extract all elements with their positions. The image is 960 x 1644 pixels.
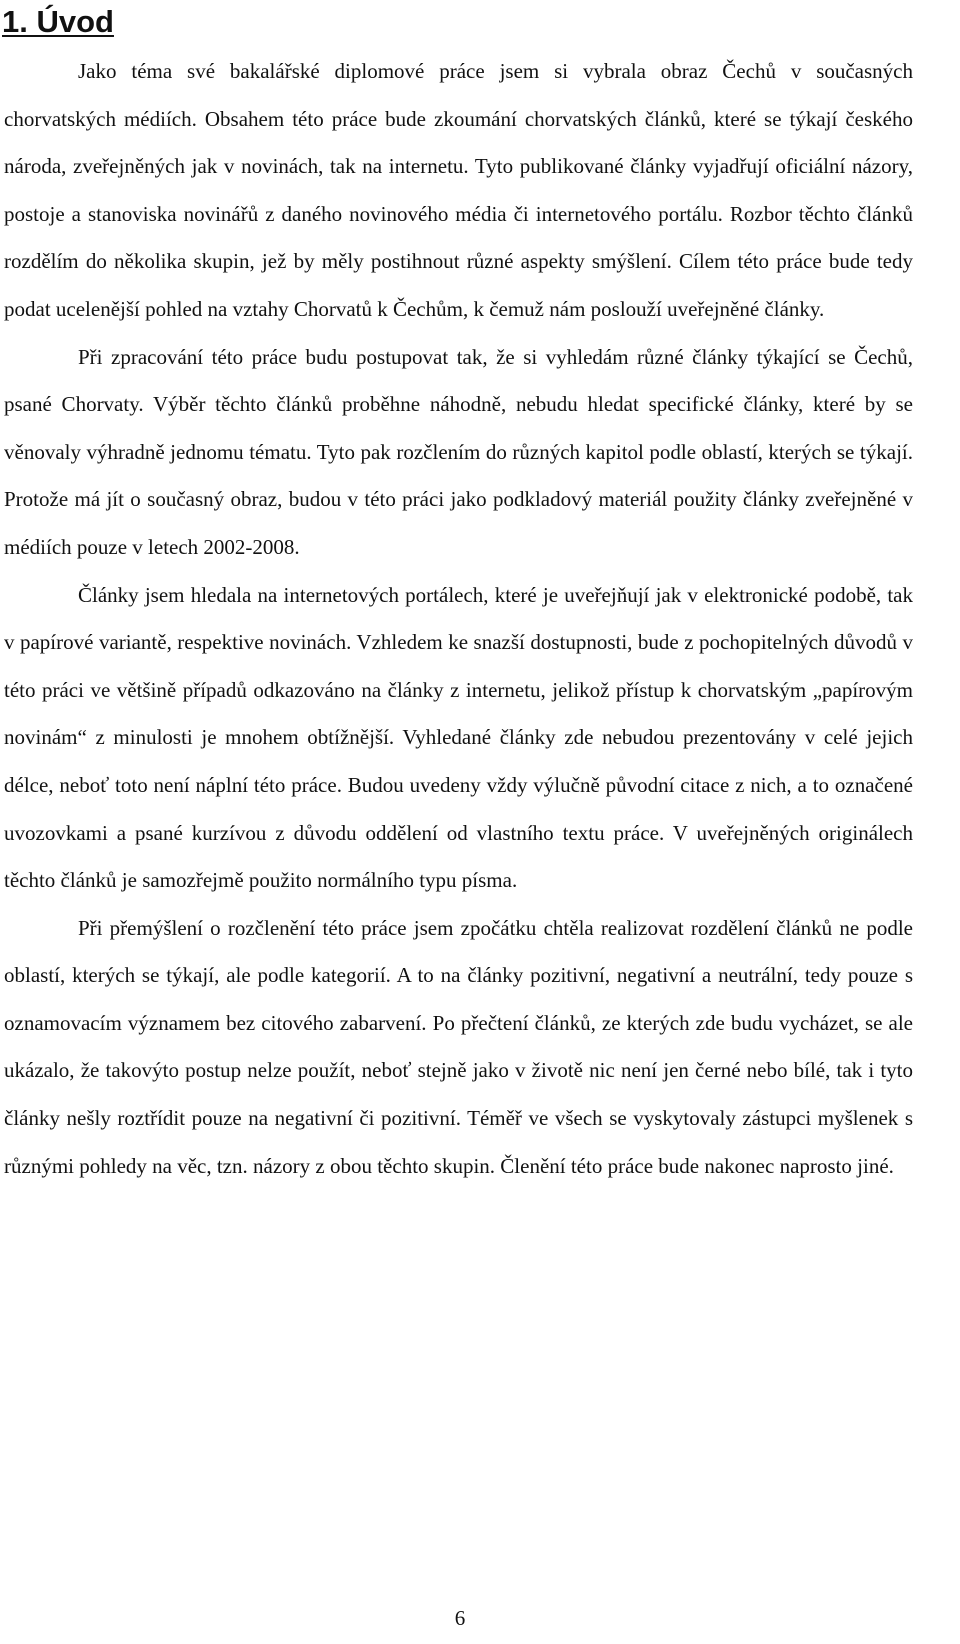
paragraph-1: Jako téma své bakalářské diplomové práce jsem si vybrala obraz Čechů v současných chorvatských médiích. Obsahem této práce bude zkoumání chorvatských článků, které se týkají českého národa, zveřejněných jak v novinách, tak na internetu. Tyto publikované články vyjadřují oficiální názory, postoje a stanoviska novinářů z daného novinového média či internetového portálu. Rozbor těchto článků rozdělím do několika skupin, jež by měly postihnout různé aspekty smýšlení. Cílem této práce bude tedy podat ucelenější pohled na vztahy Chorvatů k Čechům, k čemuž nám poslouží uveřejněné články. [4,59,913,321]
section-heading: 1. Úvod [2,4,114,39]
page-number: 6 [454,1606,466,1630]
paragraph-3: Články jsem hledala na internetových portálech, které je uveřejňují jak v elektronické podobě, tak v papírové variantě, respektive novinách. Vzhledem ke snazší dostupnosti, bude z pochopitelných důvodů v této práci ve většině případů odkazováno na články z internetu, jelikož přístup k chorvatským „papírovým novinám“ z minulosti je mnohem obtížnější. Vyhledané články zde nebudou prezentovány v celé jejich délce, neboť toto není náplní této práce. Budou uvedeny vždy výlučně původní citace z nich, a to označené uvozovkami a psané kurzívou z důvodu oddělení od vlastního textu práce. V uveřejněných originálech těchto článků je samozřejmě použito normálního typu písma. [4,582,913,893]
paragraph-2: Při zpracování této práce budu postupovat tak, že si vyhledám různé články týkající se Čechů, psané Chorvaty. Výběr těchto článků proběhne náhodně, nebudu hledat specifické články, které by se věnovaly výhradně jednomu tématu. Tyto pak rozčlením do různých kapitol podle oblastí, kterých se týkají. Protože má jít o současný obraz, budou v této práci jako podkladový materiál použity články zveřejněné v médiích pouze v letech 2002-2008. [4,344,913,559]
paragraph-4: Při přemýšlení o rozčlenění této práce jsem zpočátku chtěla realizovat rozdělení článků ne podle oblastí, kterých se týkají, ale podle kategorií. A to na články pozitivní, negativní a neutrální, tedy pouze s oznamovacím významem bez citového zabarvení. Po přečtení článků, ze kterých zde budu vycházet, se ale ukázalo, že takovýto postup nelze použít, neboť stejně jako v životě nic není jen černé nebo bílé, tak i tyto články nešly roztřídit pouze na negativní či pozitivní. Téměř ve všech se vyskytovaly zástupci myšlenek s různými pohledy na věc, tzn. názory z obou těchto skupin. Členění této práce bude nakonec naprosto jiné. [4,915,913,1178]
body-text [4,48,913,1190]
